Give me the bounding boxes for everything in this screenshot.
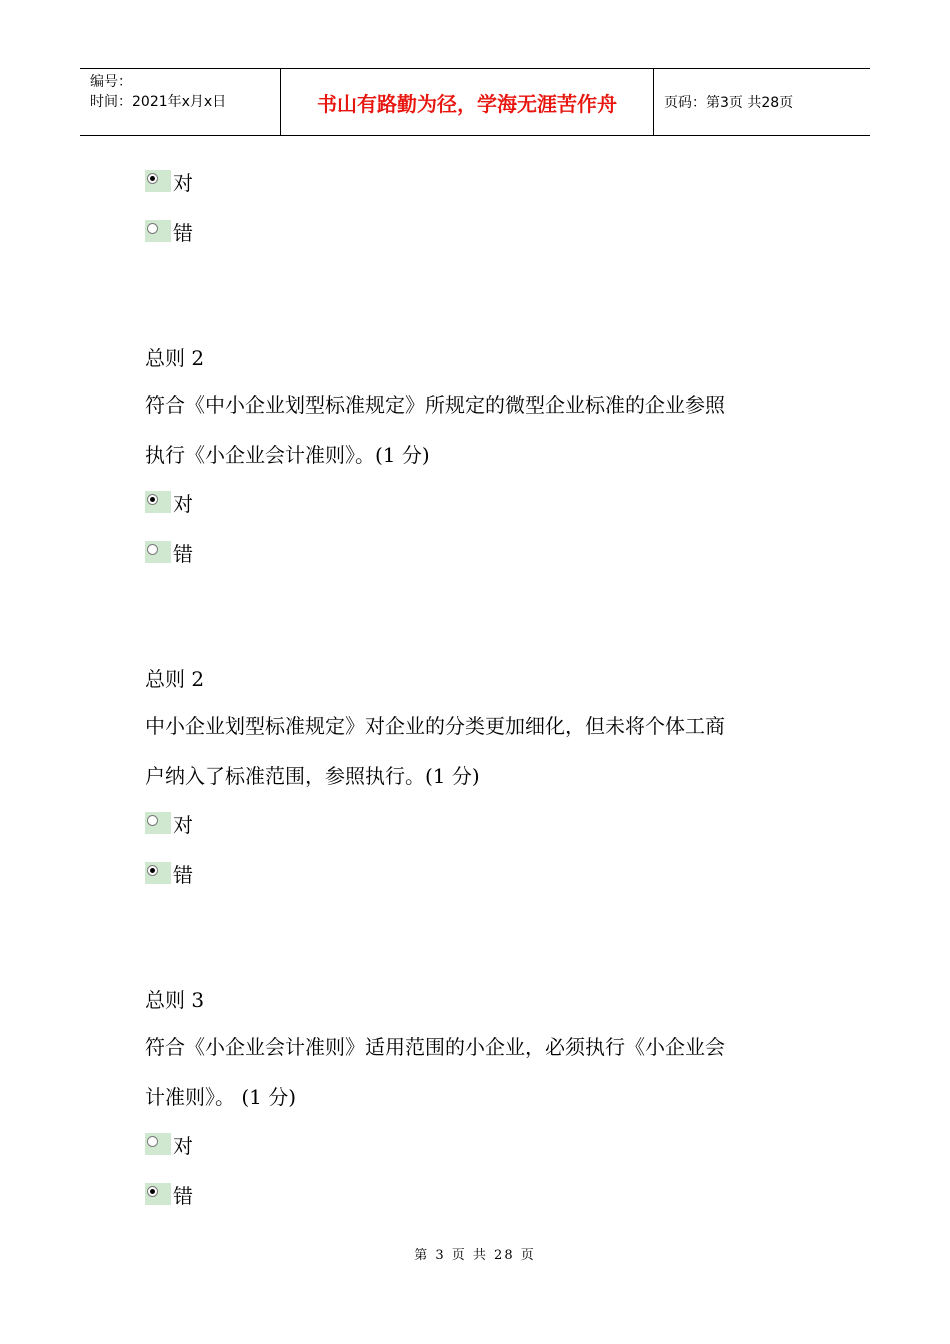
question-text [145,380,725,480]
page-header [80,68,870,136]
answer-option-label: 对 [173,170,193,195]
radio-unchecked-icon[interactable] [147,544,158,555]
header-meta [80,69,281,135]
radio-field[interactable] [145,541,171,563]
answer-option[interactable] [145,1131,193,1157]
answer-option[interactable] [145,860,193,886]
radio-checked-icon[interactable] [147,865,158,876]
answer-option[interactable] [145,1181,193,1207]
radio-checked-icon[interactable] [147,1186,158,1197]
answer-option-label: 对 [173,491,193,516]
question-text [145,1022,725,1122]
page-footer: 第 3 页 共 28 页 [414,1248,536,1263]
radio-unchecked-icon[interactable] [147,1136,158,1147]
question-text-line: 中小企业划型标准规定》对企业的分类更加细化，但未将个体工商 [145,714,725,738]
question-text-line: 计准则》。 (1 分) [145,1085,297,1109]
radio-field[interactable] [145,1183,171,1205]
answer-option-label: 错 [173,541,193,566]
header-page-number: 页码：第3页 共28页 [664,95,794,111]
answer-option[interactable] [145,810,193,836]
answer-option-label: 对 [173,1133,193,1158]
radio-checked-icon[interactable] [147,494,158,505]
question-title: 总则 3 [145,988,205,1012]
question-text-line: 执行《小企业会计准则》。(1 分) [145,443,430,467]
radio-unchecked-icon[interactable] [147,223,158,234]
radio-unchecked-icon[interactable] [147,815,158,826]
radio-field[interactable] [145,812,171,834]
question-title: 总则 2 [145,667,205,691]
question-text-line: 符合《小企业会计准则》适用范围的小企业，必须执行《小企业会 [145,1035,725,1059]
answer-option[interactable] [145,168,193,194]
radio-dot-icon [150,176,155,181]
question-title: 总则 2 [145,346,205,370]
answer-option-label: 错 [173,1183,193,1208]
question-text-line: 户纳入了标准范围，参照执行。(1 分) [145,764,480,788]
question-text [145,701,725,801]
header-motto: 书山有路勤为径，学海无涯苦作舟 [281,69,654,135]
answer-option-label: 对 [173,812,193,837]
radio-dot-icon [150,868,155,873]
document-date: 时间：2021年x月x日 [90,94,227,110]
radio-dot-icon [150,497,155,502]
document-number: 编号： [90,74,132,90]
answer-option-label: 错 [173,862,193,887]
radio-field[interactable] [145,170,171,192]
radio-field[interactable] [145,862,171,884]
answer-option[interactable] [145,489,193,515]
radio-dot-icon [150,1189,155,1194]
answer-option-label: 错 [173,220,193,245]
question-text-line: 符合《中小企业划型标准规定》所规定的微型企业标准的企业参照 [145,393,725,417]
radio-field[interactable] [145,1133,171,1155]
radio-field[interactable] [145,220,171,242]
radio-field[interactable] [145,491,171,513]
radio-checked-icon[interactable] [147,173,158,184]
answer-option[interactable] [145,218,193,244]
answer-option[interactable] [145,539,193,565]
